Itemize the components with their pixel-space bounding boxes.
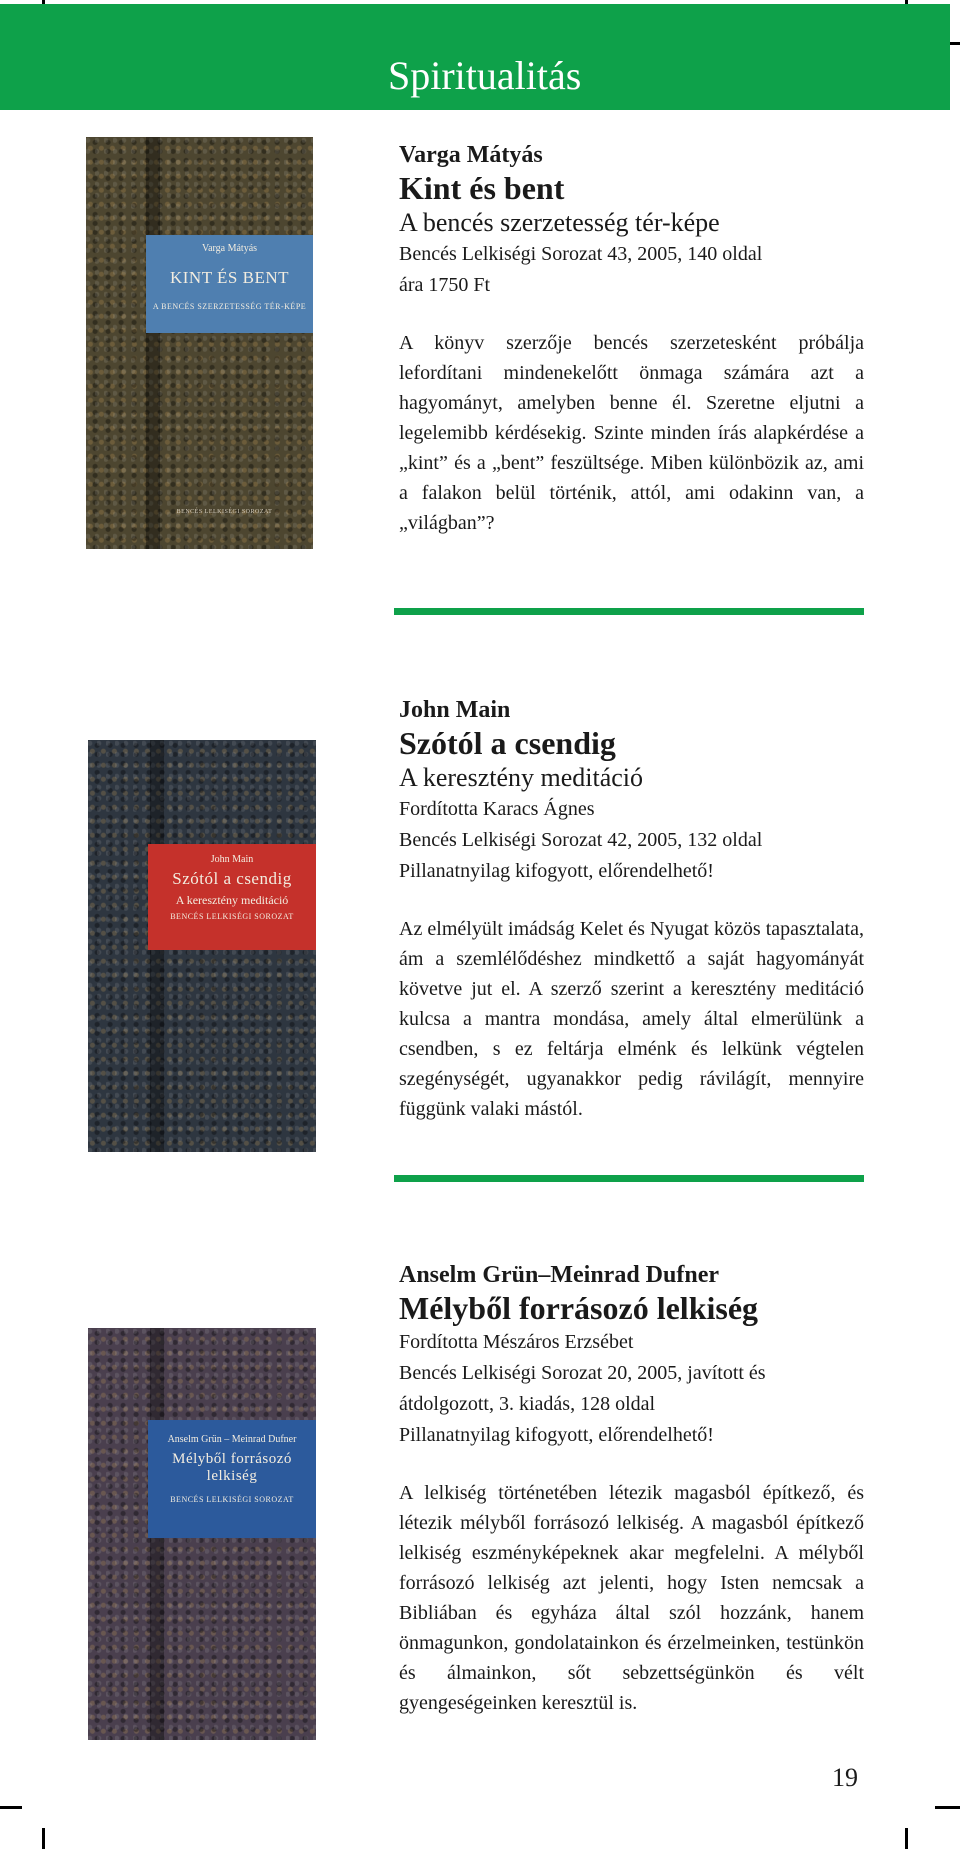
book-entry bbox=[399, 1260, 864, 1718]
book-cover-image bbox=[86, 137, 313, 549]
cover-imprint: BENCÉS LELKISÉGI SOROZAT bbox=[170, 1495, 294, 1504]
book-translator: Fordította Mészáros Erzsébet bbox=[399, 1331, 634, 1354]
crop-mark bbox=[42, 1828, 45, 1849]
section-title: Spiritualitás bbox=[388, 53, 582, 98]
book-spine bbox=[146, 137, 160, 549]
cover-label bbox=[146, 235, 313, 333]
book-title: Kint és bent bbox=[399, 170, 565, 207]
cover-subtitle: A keresztény meditáció bbox=[175, 893, 289, 907]
book-subtitle: A keresztény meditáció bbox=[399, 763, 644, 793]
book-title: Mélyből forrásozó lelkiség bbox=[399, 1290, 759, 1327]
book-detail: Bencés Lelkiségi Sorozat 43, 2005, 140 oldal bbox=[399, 243, 763, 266]
book-translator: Fordította Karacs Ágnes bbox=[399, 798, 595, 821]
header-bar bbox=[0, 4, 950, 110]
cover-author: Anselm Grün – Meinrad Dufner bbox=[167, 1434, 297, 1445]
book-title: Szótól a csendig bbox=[399, 725, 616, 762]
book-author: John Main bbox=[399, 697, 511, 723]
crop-mark bbox=[0, 1806, 22, 1809]
cover-title: Mélyből forrásozó lelkiség bbox=[172, 1451, 292, 1484]
book-price: ára 1750 Ft bbox=[399, 274, 491, 297]
section-divider bbox=[394, 1175, 864, 1182]
book-entry bbox=[399, 140, 864, 538]
cover-label bbox=[148, 1420, 316, 1538]
book-subtitle: A bencés szerzetesség tér-képe bbox=[399, 208, 720, 238]
book-cover-image bbox=[88, 740, 316, 1152]
book-detail: Bencés Lelkiségi Sorozat 20, 2005, javított és átdolgozott, 3. kiadás, 128 oldal bbox=[399, 1362, 766, 1416]
book-cover-image bbox=[88, 1328, 316, 1740]
cover-imprint: BENCÉS LELKISÉGI SOROZAT bbox=[170, 912, 294, 921]
cover-author: Varga Mátyás bbox=[201, 243, 258, 254]
book-availability: Pillanatnyilag kifogyott, előrendelhető! bbox=[399, 860, 714, 883]
book-author: Anselm Grün–Meinrad Dufner bbox=[399, 1262, 719, 1288]
cover-subtitle: A BENCÉS SZERZETESSÉG TÉR-KÉPE bbox=[152, 302, 307, 311]
book-detail: Bencés Lelkiségi Sorozat 42, 2005, 132 oldal bbox=[399, 829, 763, 852]
cover-title: KINT ÉS BENT bbox=[169, 268, 289, 287]
crop-mark bbox=[905, 1828, 908, 1849]
section-divider bbox=[394, 608, 864, 615]
book-availability: Pillanatnyilag kifogyott, előrendelhető! bbox=[399, 1424, 714, 1447]
book-author: Varga Mátyás bbox=[399, 142, 543, 168]
book-description: A lelkiség történetében létezik magasból építkező, és létezik mélyből forrásozó lelkiség. A magasból építkező lelkiség eszményképeknek akar megfelelni. A mélyből forrásozó lelkiség azt jelenti, hogy Isten nemcsak a Bibliában és egyháza által szól hozzánk, hanem önmagunkon, gondolatainkon és érzelmeinken, testünkön és álmainkon, sőt sebzettségünkön és vélt gyengeségeinken keresztül is. bbox=[399, 1482, 864, 1715]
page-number: 19 bbox=[832, 1763, 858, 1792]
book-description: Az elmélyült imádság Kelet és Nyugat közös tapasztalata, ám a szemlélődéshez mindkettő a saját hagyományát követve jut el. A szerző szerint a keresztény meditáció kulcsa a mantra mondása, amely által elmerülünk a csendben, s ez feltárja elménk és lelkünk végtelen szegénységét, ugyanakkor pedig rávilágít, mennyire függünk valaki mástól. bbox=[399, 918, 864, 1121]
book-description: A könyv szerzője bencés szerzetesként próbálja lefordítani mindenekelőtt önmaga számára azt a hagyományt, amelyben benne él. Szeretne eljutni a legelemibb kérdésekig. Szinte minden írás alapkérdése a „kint” és a „bent” feszültsége. Miben különbözik az, ami a falakon belül történik, attól, ami odakinn van, a „világban”? bbox=[399, 332, 864, 535]
crop-mark bbox=[935, 1806, 960, 1809]
cover-author: John Main bbox=[210, 854, 254, 865]
cover-title: Szótól a csendig bbox=[172, 869, 292, 888]
book-entry bbox=[399, 695, 864, 1124]
cover-imprint: BENCÉS LELKISÉGI SOROZAT bbox=[176, 509, 273, 515]
cover-label bbox=[148, 844, 316, 950]
